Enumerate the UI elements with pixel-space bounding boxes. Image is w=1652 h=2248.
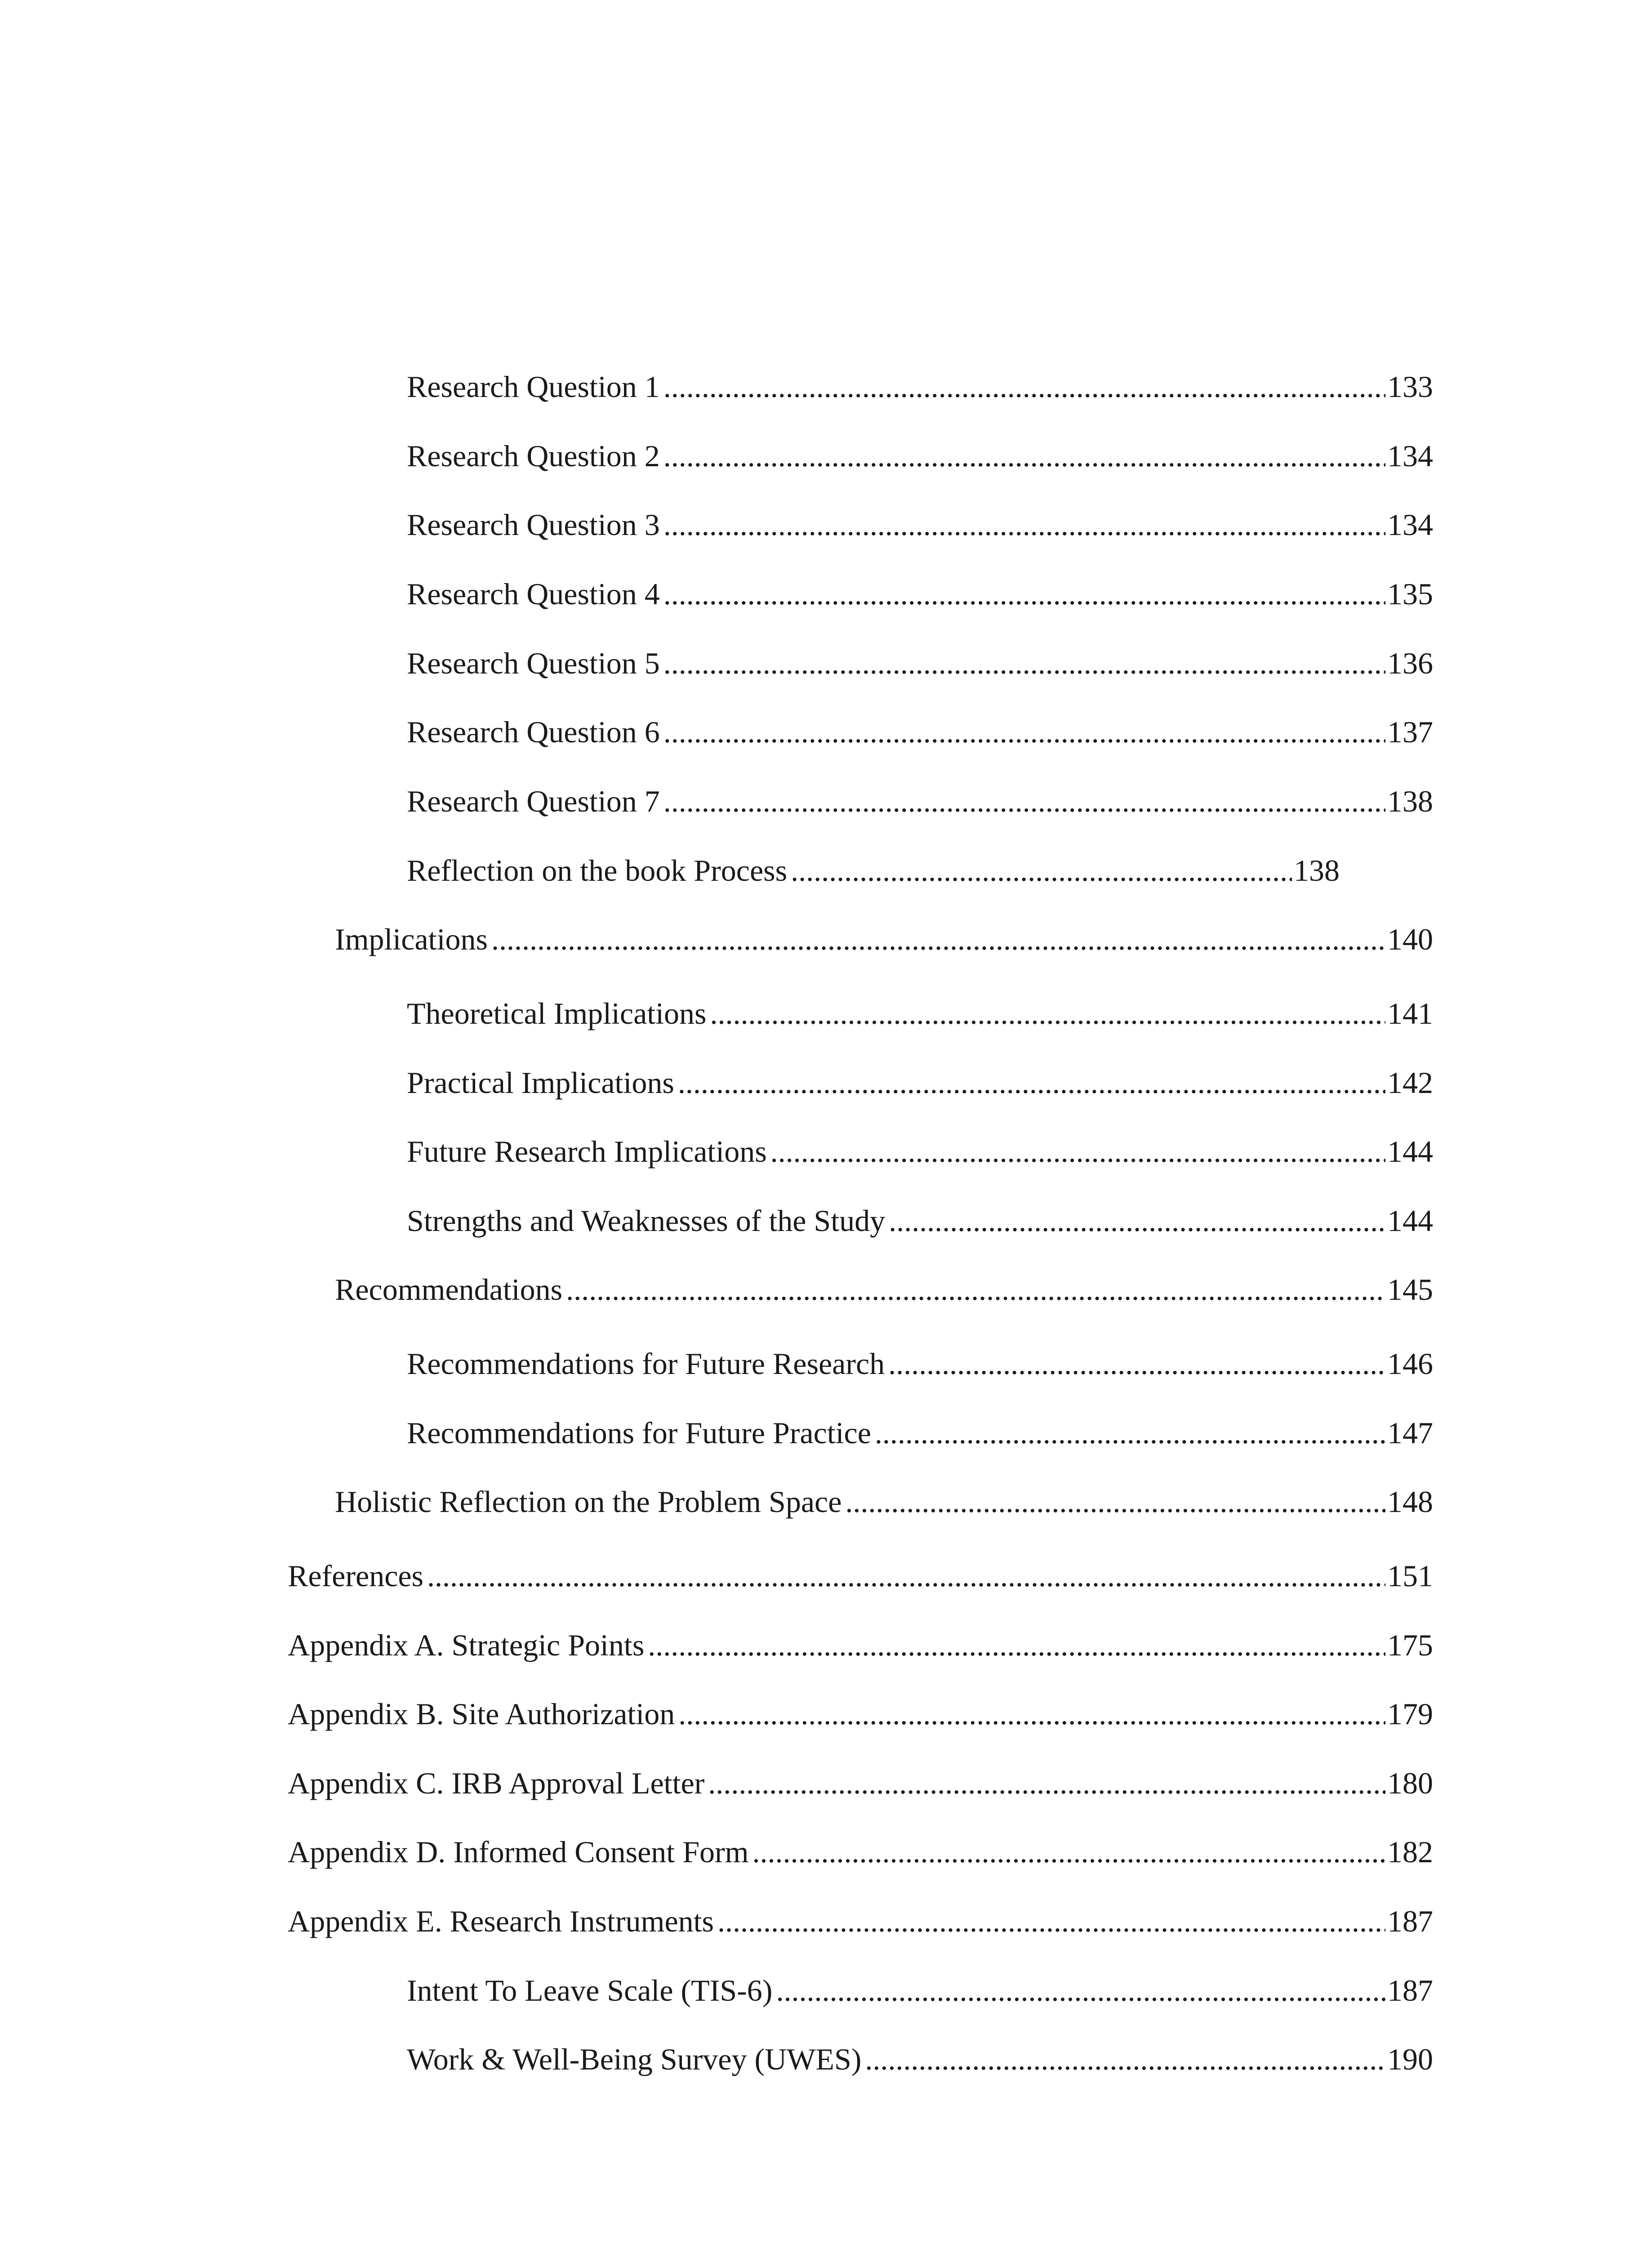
toc-entry-research-question-7 [407, 779, 1433, 824]
toc-entry-title: Research Question 1 [407, 370, 660, 404]
dot-leader [663, 502, 1385, 547]
toc-entry-research-question-2 [407, 433, 1433, 478]
toc-entry-title: Recommendations [335, 1272, 563, 1307]
toc-entry-appendix-d [288, 1829, 1433, 1874]
dot-leader [888, 1341, 1385, 1386]
toc-entry-recommendations-future-research [407, 1341, 1433, 1386]
dot-leader [663, 571, 1385, 616]
dot-leader [710, 991, 1385, 1036]
toc-entry-page-number: 147 [1387, 1416, 1433, 1450]
toc-entry-holistic-reflection [335, 1479, 1433, 1524]
toc-entry-reflection-on-process [407, 848, 1340, 893]
toc-entry-page-number: 136 [1387, 646, 1433, 680]
toc-entry-research-question-1 [407, 364, 1433, 409]
dot-leader [663, 709, 1385, 754]
toc-entry-page-number: 144 [1387, 1204, 1433, 1238]
dot-leader [875, 1410, 1385, 1455]
dot-leader [663, 641, 1385, 686]
toc-entry-theoretical-implications [407, 991, 1433, 1036]
dot-leader [648, 1623, 1385, 1668]
toc-entry-page-number: 138 [1294, 853, 1340, 888]
toc-entry-research-question-4 [407, 571, 1433, 616]
toc-entry-title: Reflection on the book Process [407, 853, 788, 888]
toc-entry-future-research-implications [407, 1129, 1433, 1174]
toc-entry-title: Research Question 5 [407, 646, 660, 680]
toc-entry-page-number: 146 [1387, 1347, 1433, 1381]
dot-leader [663, 779, 1385, 824]
toc-entry-page-number: 148 [1387, 1485, 1433, 1519]
toc-entry-title: Strengths and Weaknesses of the Study [407, 1204, 886, 1238]
dot-leader [566, 1267, 1385, 1312]
toc-entry-work-well-being-survey [407, 2037, 1433, 2082]
toc-entry-page-number: 190 [1387, 2042, 1433, 2076]
toc-entry-implications [335, 917, 1433, 962]
toc-entry-page-number: 187 [1387, 1973, 1433, 2007]
toc-entry-page-number: 180 [1387, 1766, 1433, 1800]
toc-entry-appendix-b [288, 1691, 1433, 1736]
toc-entry-appendix-e [288, 1899, 1433, 1944]
toc-entry-page-number: 137 [1387, 715, 1433, 749]
dot-leader [753, 1829, 1385, 1874]
toc-entry-title: Research Question 6 [407, 715, 660, 749]
toc-entry-recommendations-future-practice [407, 1410, 1433, 1455]
dot-leader [491, 917, 1385, 962]
toc-entry-page-number: 140 [1387, 922, 1433, 956]
dot-leader [678, 1060, 1385, 1105]
toc-entry-page-number: 134 [1387, 508, 1433, 542]
dot-leader [717, 1899, 1385, 1944]
toc-entry-title: Intent To Leave Scale (TIS-6) [407, 1973, 773, 2007]
toc-entry-practical-implications [407, 1060, 1433, 1105]
toc-entry-page-number: 151 [1387, 1559, 1433, 1593]
toc-entry-title: Appendix B. Site Authorization [288, 1697, 675, 1731]
toc-entry-appendix-a [288, 1623, 1433, 1668]
dot-leader [427, 1553, 1385, 1598]
toc-entry-title: Appendix A. Strategic Points [288, 1628, 645, 1662]
toc-entry-research-question-3 [407, 502, 1433, 547]
toc-entry-page-number: 145 [1387, 1272, 1433, 1307]
dot-leader [663, 364, 1385, 409]
toc-entry-title: References [288, 1559, 424, 1593]
toc-entry-title: Recommendations for Future Research [407, 1347, 885, 1381]
toc-entry-title: Theoretical Implications [407, 996, 707, 1030]
dot-leader [708, 1761, 1385, 1806]
toc-entry-title: Recommendations for Future Practice [407, 1416, 871, 1450]
toc-entry-recommendations [335, 1267, 1433, 1312]
toc-entry-page-number: 133 [1387, 370, 1433, 404]
dot-leader [865, 2037, 1385, 2082]
toc-entry-title: Future Research Implications [407, 1134, 767, 1169]
toc-entry-title: Implications [335, 922, 488, 956]
toc-entry-title: Appendix D. Informed Consent Form [288, 1835, 749, 1869]
toc-entry-page-number: 134 [1387, 439, 1433, 473]
toc-entry-page-number: 187 [1387, 1904, 1433, 1938]
toc-entry-title: Holistic Reflection on the Problem Space [335, 1485, 842, 1519]
toc-entry-title: Research Question 2 [407, 439, 660, 473]
toc-entry-page-number: 138 [1387, 784, 1433, 818]
dot-leader [845, 1479, 1385, 1524]
toc-entry-research-question-6 [407, 709, 1433, 754]
dot-leader [791, 848, 1292, 893]
toc-entry-title: Research Question 7 [407, 784, 660, 818]
toc-entry-strengths-weaknesses [407, 1198, 1433, 1243]
dot-leader [770, 1129, 1385, 1174]
toc-entry-page-number: 182 [1387, 1835, 1433, 1869]
toc-entry-title: Work & Well-Being Survey (UWES) [407, 2042, 862, 2076]
toc-entry-page-number: 179 [1387, 1697, 1433, 1731]
dot-leader [776, 1968, 1385, 2013]
toc-entry-page-number: 175 [1387, 1628, 1433, 1662]
toc-entry-page-number: 144 [1387, 1134, 1433, 1169]
toc-entry-title: Research Question 4 [407, 577, 660, 611]
toc-entry-appendix-c [288, 1761, 1433, 1806]
toc-entry-page-number: 141 [1387, 996, 1433, 1030]
toc-entry-intent-to-leave-scale [407, 1968, 1433, 2013]
toc-entry-page-number: 135 [1387, 577, 1433, 611]
toc-entry-title: Research Question 3 [407, 508, 660, 542]
dot-leader [678, 1691, 1385, 1736]
toc-entry-title: Appendix C. IRB Approval Letter [288, 1766, 705, 1800]
dot-leader [663, 433, 1385, 478]
toc-entry-title: Practical Implications [407, 1066, 674, 1100]
toc-entry-title: Appendix E. Research Instruments [288, 1904, 714, 1938]
toc-entry-references [288, 1553, 1433, 1598]
toc-entry-page-number: 142 [1387, 1066, 1433, 1100]
dot-leader [889, 1198, 1385, 1243]
toc-entry-research-question-5 [407, 641, 1433, 686]
